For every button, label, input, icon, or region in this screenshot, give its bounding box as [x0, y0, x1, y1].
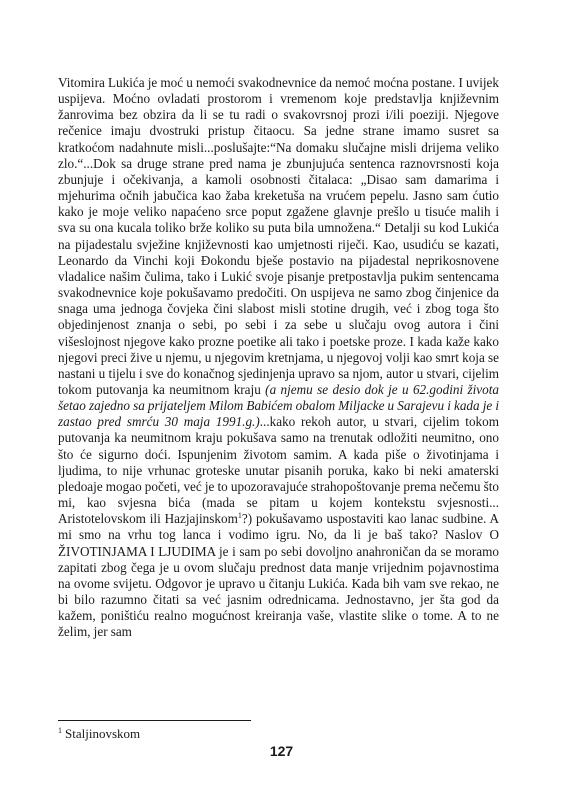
page-number: 127: [269, 743, 294, 759]
footnote-text: Staljinovskom: [65, 726, 141, 741]
body-paragraph: [58, 75, 499, 640]
footnote-reference: 1: [237, 511, 242, 521]
footnote-number: 1: [58, 726, 62, 735]
paragraph-text-part-2: ...kako rekoh autor, u stvari, cijelim tokom putovanja ka neumitnom kraju pokušava samo na trenutak odložiti neumitno, ono što će sigurno doći. Ispunjenim životom samim. A kada piše o životinjama i ljudima, to nije vrhunac groteske unutar pisanih poruka, kako bi neki amaterski pledoaje mogao početi, već je to upozoravajuće strahopoštovanje prema nečemu što mi, kao svjesna bića (mada se pitam u kojem kontekstu svjesnosti... Aristotelovskom ili Hazjajinskom: [58, 414, 499, 527]
paragraph-italic-aside: (a njemu se desio dok je u 62.godini života šetao zajedno sa prijateljem Milom Babićem obalom Miljacke u Sarajevu i kada je i zastao pred smrću 30 maja 1991.g.): [58, 381, 499, 430]
footnote-separator: [58, 720, 251, 721]
paragraph-text-part-1: Vitomira Lukića je moć u nemoći svakodnevnice da nemoć moćna postane. I uvijek uspijeva. Moćno ovladati prostorom i vremenom koje predstavlja književnim žanrovima bez obzira da li se tu radi o svakovrsnoj prozi i/ili poeziji. Njegove rečenice imaju dvostruki pristup čitaocu. Sa jedne strane imamo susret sa kratkoćom nadahnute misli...poslušajte:“Na domaku slučajne misli drijema veliko zlo.“...Dok sa druge strane pred nama je zbunjujuća sentenca raznovrsnosti koja zbunjuje i očekivanja, a kamoli osobnosti čitalaca: „Disao sam damarima i mjehurima očnih jabučica kao žaba kreketuša na vrućem pepelu. Jasno sam ćutio kako je moje veliko napaćeno srce poput zgažene glavnje prešlo u tisuće malih i sva su ona kucala toliko brže koliko su puta bila umnožena.“ Detalji su kod Lukića na pijadestalu svježine književnosti kao umjetnosti riječi. Kao, usudiću se kazati, Leonardo da Vinchi koji Đokondu bješe postavio na pijadestal neprikosnovene vladalice našim čulima, tako i Lukić svoje pisanje pretpostavlja pukim sentencama svakodnevnice koje pokušavamo predočiti. On uspijeva ne samo zbog činjenice da snaga uma jednoga čovjeka čini slabost misli stotine drugih, već i zbog toga što objedinjenost znanja o sebi, po sebi i za sebe u slučaju ovog autora i čini višeslojnost njegove kako prozne poetike ali tako i poetske proze. I kada kaže kako njegovi preci žive u njemu, u njegovim kretnjama, u njegovoj volji kao smrt koja se nastani u tijelu i sve do konačnog sjedinjenja upravo sa njom, autor u stvari, cijelim tokom putovanja ka neumitnom kraju: [58, 75, 499, 397]
paragraph-text-part-3: ?) pokušavamo uspostaviti kao lanac sudbine. A mi smo na vrhu tog lanca i vodimo igru. No, da li je baš tako? Naslov O ŽIVOTINJAMA I LJUDIMA je i sam po sebi dovoljno anahroničan da se moramo zapitati zbog čega je u ovom slučaju prednost data manje vrijednim pojavnostima na ovome svijetu. Odgovor je upravo u čitanju Lukića. Kada bih vam sve rekao, ne bi bilo razumno čitati sa već jasnim odrednicama. Jednostavno, jer šta god da kažem, poništiću realno mogućnost kreiranja vaše, vlastite slike o tome. A to ne želim, jer sam: [58, 511, 499, 640]
footnote: [58, 726, 499, 742]
